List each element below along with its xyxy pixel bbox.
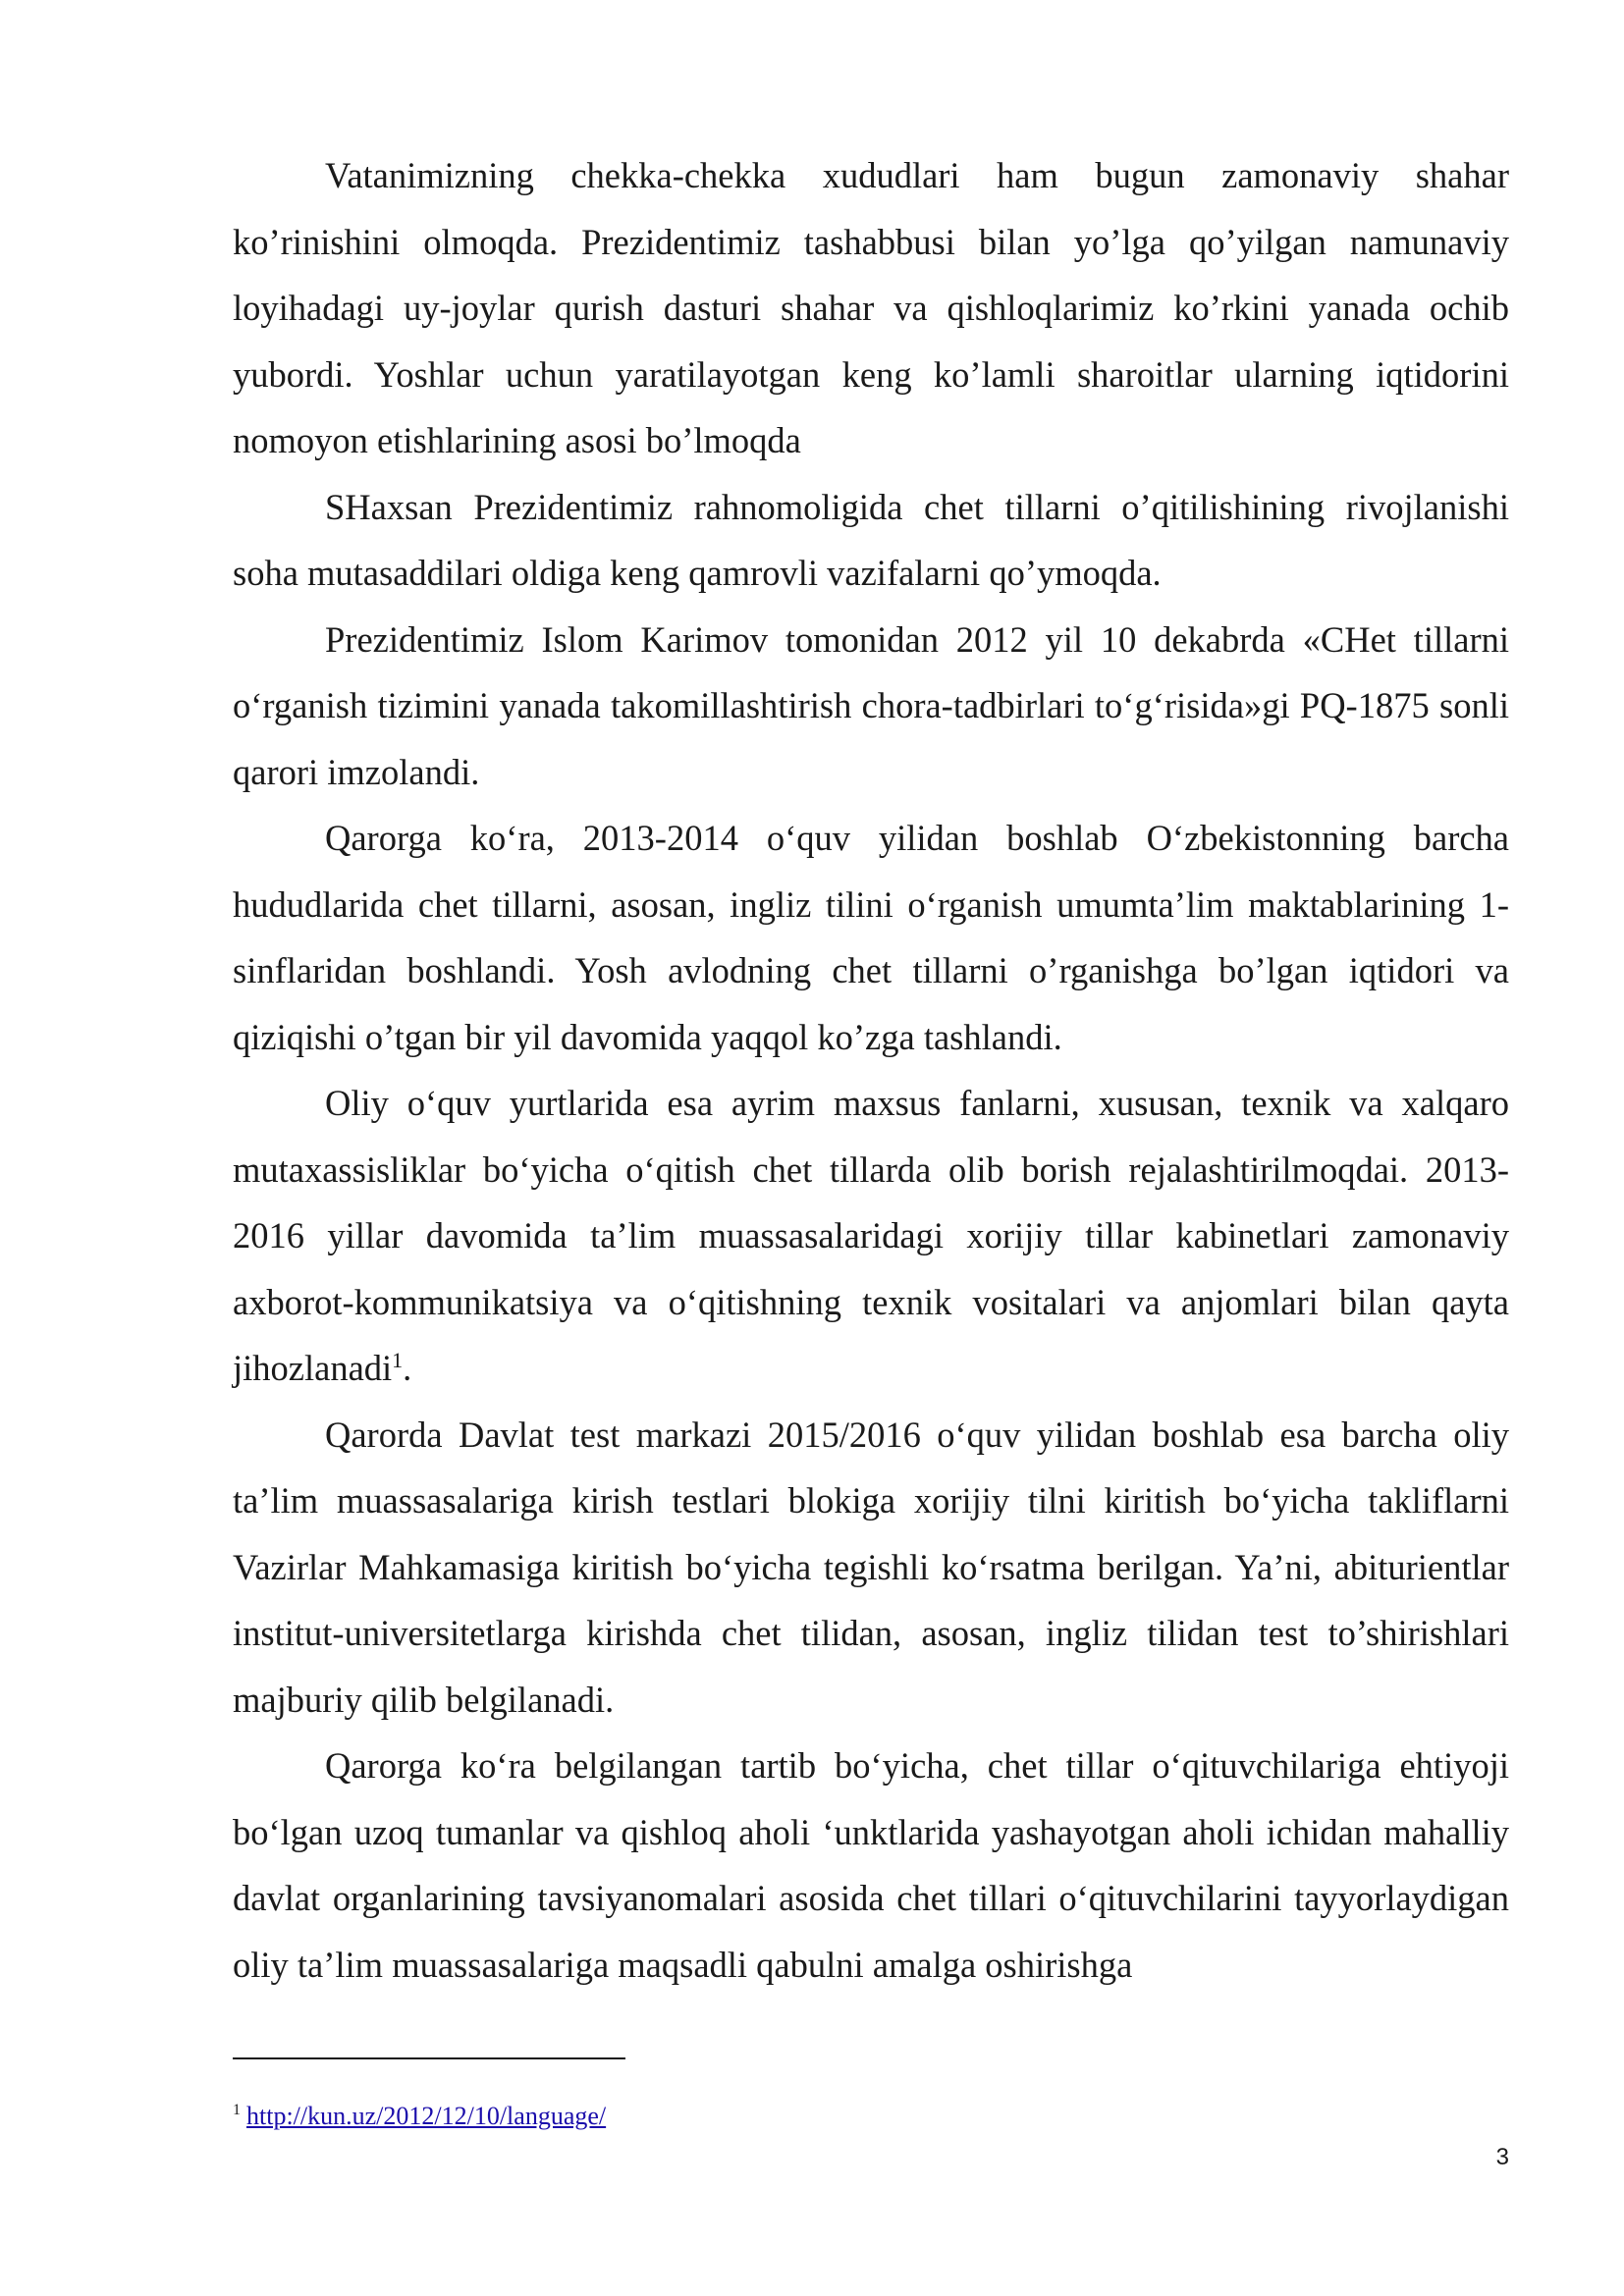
paragraph: SHaxsan Prezidentimiz rahnomoligida chet tillarni o’qitilishining rivojlanishi soha mutasaddilari oldiga keng qamrovli vazifalarni qo’ymoqda.: [233, 486, 1509, 593]
footnote-link[interactable]: http://kun.uz/2012/12/10/language/: [246, 2102, 607, 2130]
footnote-separator: [233, 2057, 625, 2059]
paragraph-tail: .: [403, 1348, 412, 1388]
paragraph: Prezidentimiz Islom Karimov tomonidan 2012 yil 10 dekabrda «CHet tillarni o‘rganish tizimini yanada takomillashtirish chora-tadbirlari to‘g‘risida»gi PQ-1875 sonli qarori imzolandi.: [233, 618, 1509, 792]
paragraph: Qarorga ko‘ra, 2013-2014 o‘quv yilidan boshlab O‘zbekistonning barcha hududlarida chet tillarni, asosan, ingliz tilini o‘rganish umumta’lim maktablarining 1-sinflaridan boshlandi. Yosh avlodning chet tillarni o’rganishga bo’lgan iqtidori va qiziqishi o’tgan bir yil davomida yaqqol ko’zga tashlandi.: [233, 818, 1509, 1057]
footnote-reference[interactable]: 1: [392, 1347, 404, 1372]
paragraph-with-footnote: [233, 1070, 1509, 1402]
page-number: 3: [1495, 2144, 1509, 2170]
paragraph: Qarorga ko‘ra belgilangan tartib bo‘yicha, chet tillar o‘qituvchilariga ehtiyoji bo‘lgan uzoq tumanlar va qishloq aholi ‘unktlarida yashayotgan aholi ichidan mahalliy davlat organlarining tavsiyanomalari asosida chet tillari o‘qituvchilarini tayyorlaydigan oliy ta’lim muassasalariga maqsadli qabulni amalga oshirishga: [233, 1745, 1509, 1985]
footnote-number: 1: [233, 2102, 241, 2119]
paragraph: Vatanimizning chekka-chekka xududlari ham bugun zamonaviy shahar ko’rinishini olmoqda. Prezidentimiz tashabbusi bilan yo’lga qo’yilgan namunaviy loyihadagi uy-joylar qurish dasturi shahar va qishloqlarimiz ko’rkini yanada ochib yubordi. Yoshlar uchun yaratilayotgan keng ko’lamli sharoitlar ularning iqtidorini nomoyon etishlarining asosi bo’lmoqda: [233, 155, 1509, 460]
body-text: [233, 142, 1509, 1998]
paragraph-text: Oliy o‘quv yurtlarida esa ayrim maxsus fanlarni, xususan, texnik va xalqaro mutaxassisliklar bo‘yicha o‘qitish chet tillarda olib borish rejalashtirilmoqdai. 2013-2016 yillar davomida ta’lim muassasalaridagi xorijiy tillar kabinetlari zamonaviy axborot-kommunikatsiya va o‘qitishning texnik vositalari va anjomlari bilan qayta jihozlanadi: [233, 1083, 1509, 1388]
footnote: [233, 2101, 606, 2132]
paragraph: Qarorda Davlat test markazi 2015/2016 o‘quv yilidan boshlab esa barcha oliy ta’lim muassasalariga kirish testlari blokiga xorijiy tilni kiritish bo‘yicha takliflarni Vazirlar Mahkamasiga kiritish bo‘yicha tegishli ko‘rsatma berilgan. Ya’ni, abiturientlar institut-universitetlarga kirishda chet tilidan, asosan, ingliz tilidan test to’shirishlari majburiy qilib belgilanadi.: [233, 1414, 1509, 1720]
